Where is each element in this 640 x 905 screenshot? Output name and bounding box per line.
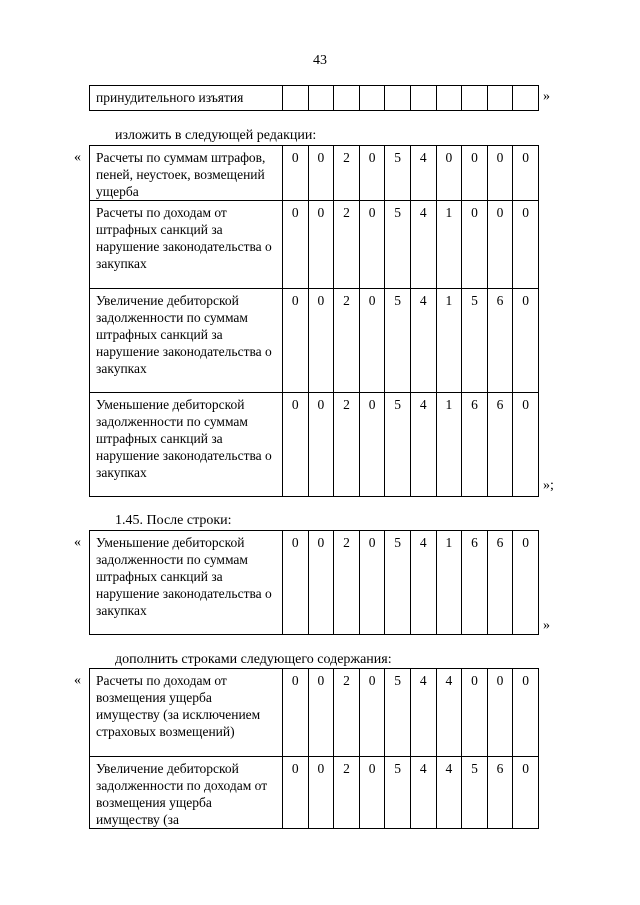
paragraph-1: изложить в следующей редакции: (115, 128, 317, 143)
code-digit: 0 (513, 393, 539, 497)
row-label: Увеличение дебиторской задолженности по суммам штрафных санкций за нарушение законодательства о закупках (90, 289, 283, 393)
open-quote-4: « (74, 673, 81, 688)
table-row (90, 289, 539, 393)
code-digit: 0 (308, 146, 334, 201)
table-row (90, 86, 539, 111)
table-row (90, 201, 539, 289)
code-digit: 0 (308, 531, 334, 635)
code-digit (513, 86, 539, 111)
code-digit: 0 (513, 201, 539, 289)
code-digit: 0 (283, 289, 309, 393)
code-digit: 2 (334, 669, 360, 757)
code-digit: 0 (359, 201, 385, 289)
code-digit: 0 (283, 146, 309, 201)
code-digit (359, 86, 385, 111)
close-quote-1: » (543, 89, 550, 104)
code-digit (385, 86, 411, 111)
code-digit: 4 (436, 669, 462, 757)
code-digit: 5 (385, 146, 411, 201)
code-digit (334, 86, 360, 111)
code-digit: 0 (359, 669, 385, 757)
code-digit: 0 (283, 393, 309, 497)
table-block-4 (89, 668, 539, 829)
code-digit: 4 (410, 669, 436, 757)
code-digit (283, 86, 309, 111)
close-quote-3: » (543, 618, 550, 633)
table-block-1 (89, 85, 539, 111)
code-digit: 1 (436, 531, 462, 635)
code-digit: 5 (385, 289, 411, 393)
code-digit: 0 (436, 146, 462, 201)
code-digit: 0 (359, 146, 385, 201)
code-digit: 4 (436, 757, 462, 829)
code-digit: 4 (410, 201, 436, 289)
code-digit: 0 (283, 757, 309, 829)
table-block-2 (89, 145, 539, 497)
code-digit: 5 (462, 289, 488, 393)
code-digit: 0 (359, 757, 385, 829)
code-digit: 4 (410, 146, 436, 201)
code-digit: 0 (487, 146, 513, 201)
code-digit: 1 (436, 201, 462, 289)
code-digit: 0 (513, 669, 539, 757)
code-digit: 5 (385, 531, 411, 635)
code-digit: 0 (359, 393, 385, 497)
row-label: Расчеты по суммам штрафов, пеней, неустоек, возмещений ущерба (90, 146, 283, 201)
code-digit: 2 (334, 393, 360, 497)
row-label: Уменьшение дебиторской задолженности по суммам штрафных санкций за нарушение законодательства о закупках (90, 531, 283, 635)
code-digit: 0 (283, 531, 309, 635)
code-digit: 6 (487, 393, 513, 497)
code-digit (487, 86, 513, 111)
code-digit: 1 (436, 289, 462, 393)
code-digit (462, 86, 488, 111)
code-digit: 4 (410, 289, 436, 393)
code-digit: 0 (462, 669, 488, 757)
table-row (90, 531, 539, 635)
code-digit: 0 (359, 289, 385, 393)
row-label: Расчеты по доходам от возмещения ущерба имуществу (за исключением страховых возмещений) (90, 669, 283, 757)
code-digit: 0 (462, 201, 488, 289)
code-digit: 2 (334, 757, 360, 829)
row-label: Расчеты по доходам от штрафных санкций за нарушение законодательства о закупках (90, 201, 283, 289)
table-row (90, 146, 539, 201)
code-digit: 0 (513, 757, 539, 829)
open-quote-3: « (74, 535, 81, 550)
row-label: Уменьшение дебиторской задолженности по суммам штрафных санкций за нарушение законодательства о закупках (90, 393, 283, 497)
table-block-3 (89, 530, 539, 635)
code-digit: 5 (385, 757, 411, 829)
table-row (90, 393, 539, 497)
code-digit (410, 86, 436, 111)
code-digit: 4 (410, 393, 436, 497)
code-digit: 0 (513, 531, 539, 635)
row-label: принудительного изъятия (90, 86, 283, 111)
code-digit: 2 (334, 146, 360, 201)
code-digit: 0 (487, 201, 513, 289)
code-digit: 0 (462, 146, 488, 201)
page-number: 43 (313, 53, 327, 68)
code-digit: 0 (283, 669, 309, 757)
table-row (90, 669, 539, 757)
code-digit: 2 (334, 201, 360, 289)
row-label: Увеличение дебиторской задолженности по доходам от возмещения ущерба имуществу (за (90, 757, 283, 829)
code-digit: 4 (410, 757, 436, 829)
code-digit: 0 (487, 669, 513, 757)
code-digit: 0 (513, 146, 539, 201)
code-digit: 0 (308, 757, 334, 829)
code-digit: 2 (334, 289, 360, 393)
code-digit: 0 (308, 669, 334, 757)
code-digit: 5 (385, 201, 411, 289)
code-digit: 6 (462, 531, 488, 635)
code-digit (436, 86, 462, 111)
code-digit: 2 (334, 531, 360, 635)
code-digit: 6 (487, 531, 513, 635)
paragraph-3: дополнить строками следующего содержания: (115, 652, 392, 667)
code-digit: 4 (410, 531, 436, 635)
code-digit: 5 (462, 757, 488, 829)
table-row (90, 757, 539, 829)
code-digit: 1 (436, 393, 462, 497)
code-digit: 5 (385, 393, 411, 497)
open-quote-2: « (74, 150, 81, 165)
code-digit: 5 (385, 669, 411, 757)
code-digit: 0 (283, 201, 309, 289)
code-digit: 0 (359, 531, 385, 635)
code-digit: 0 (308, 289, 334, 393)
code-digit: 0 (308, 393, 334, 497)
code-digit: 6 (487, 289, 513, 393)
close-quote-2: »; (543, 478, 554, 493)
code-digit (308, 86, 334, 111)
paragraph-2: 1.45. После строки: (115, 513, 232, 528)
code-digit: 6 (462, 393, 488, 497)
code-digit: 6 (487, 757, 513, 829)
code-digit: 0 (308, 201, 334, 289)
code-digit: 0 (513, 289, 539, 393)
